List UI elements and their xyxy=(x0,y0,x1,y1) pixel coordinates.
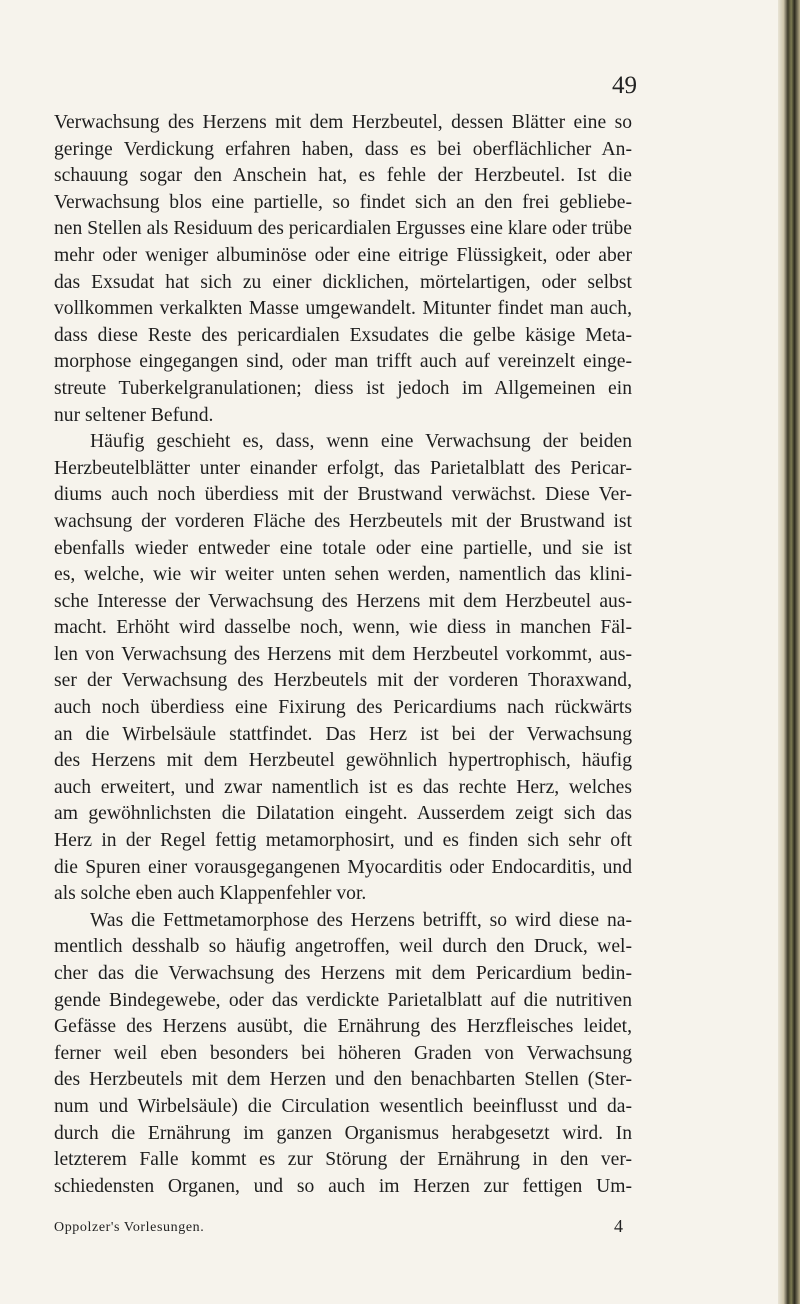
text-line: es, welche, wie wir weiter unten sehen werden, namentlich das klini- xyxy=(54,564,632,586)
text-line: das Exsudat hat sich zu einer dicklichen, mörtelartigen, oder selbst xyxy=(54,271,632,293)
text-line: als solche eben auch Klappenfehler vor. xyxy=(54,883,367,905)
text-line: Verwachsung des Herzens mit dem Herzbeutel, dessen Blätter eine so xyxy=(54,112,632,133)
text-line: cher das die Verwachsung des Herzens mit dem Pericardium bedin- xyxy=(54,963,632,984)
text-line: vollkommen verkalkten Masse umgewandelt. Mitunter findet man auch, xyxy=(54,298,632,320)
text-line: diums auch noch überdiess mit der Brustwand verwächst. Diese Ver- xyxy=(54,484,632,506)
text-line: Gefässe des Herzens ausübt, die Ernährung des Herzfleisches leidet, xyxy=(54,1016,632,1038)
text-line: nen Stellen als Residuum des pericardialen Ergusses eine klare oder trübe xyxy=(54,218,632,240)
text-line: gende Bindegewebe, oder das verdickte Parietalblatt auf die nutritiven xyxy=(54,989,632,1011)
text-line: ferner weil eben besonders bei höheren Graden von Verwachsung xyxy=(54,1042,632,1064)
body-text xyxy=(54,110,632,1200)
text-line: Was die Fettmetamorphose des Herzens betrifft, so wird diese na- xyxy=(90,909,632,931)
text-line: wachsung der vorderen Fläche des Herzbeutels mit der Brustwand ist xyxy=(54,510,632,532)
text-line: durch die Ernährung im ganzen Organismus herabgesetzt wird. In xyxy=(54,1122,632,1144)
text-line: morphose eingegangen sind, oder man trifft auch auf vereinzelt einge- xyxy=(54,351,632,373)
footer-author: Oppolzer's Vorlesungen. xyxy=(54,1220,205,1235)
footer-signature-mark: 4 xyxy=(614,1216,623,1236)
text-line: Häufig geschieht es, dass, wenn eine Verwachsung der beiden xyxy=(90,431,632,453)
text-line: mehr oder weniger albuminöse oder eine eitrige Flüssigkeit, oder aber xyxy=(54,244,632,266)
text-line: letzterem Falle kommt es zur Störung der Ernährung in den ver- xyxy=(54,1149,632,1171)
text-line: schauung sogar den Anschein hat, es fehle der Herzbeutel. Ist die xyxy=(54,165,632,187)
text-line: num und Wirbelsäule) die Circulation wesentlich beeinflusst und da- xyxy=(54,1095,632,1117)
text-line: an die Wirbelsäule stattfindet. Das Herz ist bei der Verwachsung xyxy=(54,723,632,745)
text-line: len von Verwachsung des Herzens mit dem Herzbeutel vorkommt, aus- xyxy=(54,643,632,665)
text-line: Herz in der Regel fettig metamorphosirt, und es finden sich sehr oft xyxy=(54,830,632,852)
text-line: auch noch überdiess eine Fixirung des Pericardiums nach rückwärts xyxy=(54,697,632,719)
text-line: des Herzens mit dem Herzbeutel gewöhnlich hypertrophisch, häufig xyxy=(54,750,632,772)
text-line: sche Interesse der Verwachsung des Herzens mit dem Herzbeutel aus- xyxy=(54,590,632,612)
text-line: geringe Verdickung erfahren haben, dass es bei oberflächlicher An- xyxy=(54,138,632,160)
text-line: am gewöhnlichsten die Dilatation eingeht. Ausserdem zeigt sich das xyxy=(54,803,632,825)
text-line: ser der Verwachsung des Herzbeutels mit der vorderen Thoraxwand, xyxy=(54,670,632,692)
text-line: nur seltener Befund. xyxy=(54,404,214,426)
text-line: dass diese Reste des pericardialen Exsudates die gelbe käsige Meta- xyxy=(54,324,632,346)
page-number: 49 xyxy=(612,72,637,99)
text-line: auch erweitert, und zwar namentlich ist es das rechte Herz, welches xyxy=(54,776,632,798)
text-line: mentlich desshalb so häufig angetroffen, weil durch den Druck, wel- xyxy=(54,936,632,958)
text-line: Verwachsung blos eine partielle, so findet sich an den frei gebliebe- xyxy=(54,191,632,213)
text-line: streute Tuberkelgranulationen; diess ist jedoch im Allgemeinen ein xyxy=(54,377,632,399)
text-line: ebenfalls wieder entweder eine totale oder eine partielle, und sie ist xyxy=(54,537,632,559)
text-line: die Spuren einer vorausgegangenen Myocarditis oder Endocarditis, und xyxy=(54,856,632,878)
book-binding-edge xyxy=(778,0,800,1304)
page-footer xyxy=(54,1216,632,1242)
text-line: des Herzbeutels mit dem Herzen und den benachbarten Stellen (Ster- xyxy=(54,1069,632,1091)
text-line: Herzbeutelblätter unter einander erfolgt, das Parietalblatt des Pericar- xyxy=(54,457,632,479)
text-line: macht. Erhöht wird dasselbe noch, wenn, wie diess in manchen Fäl- xyxy=(54,617,632,639)
text-line: schiedensten Organen, und so auch im Herzen zur fettigen Um- xyxy=(54,1175,632,1197)
